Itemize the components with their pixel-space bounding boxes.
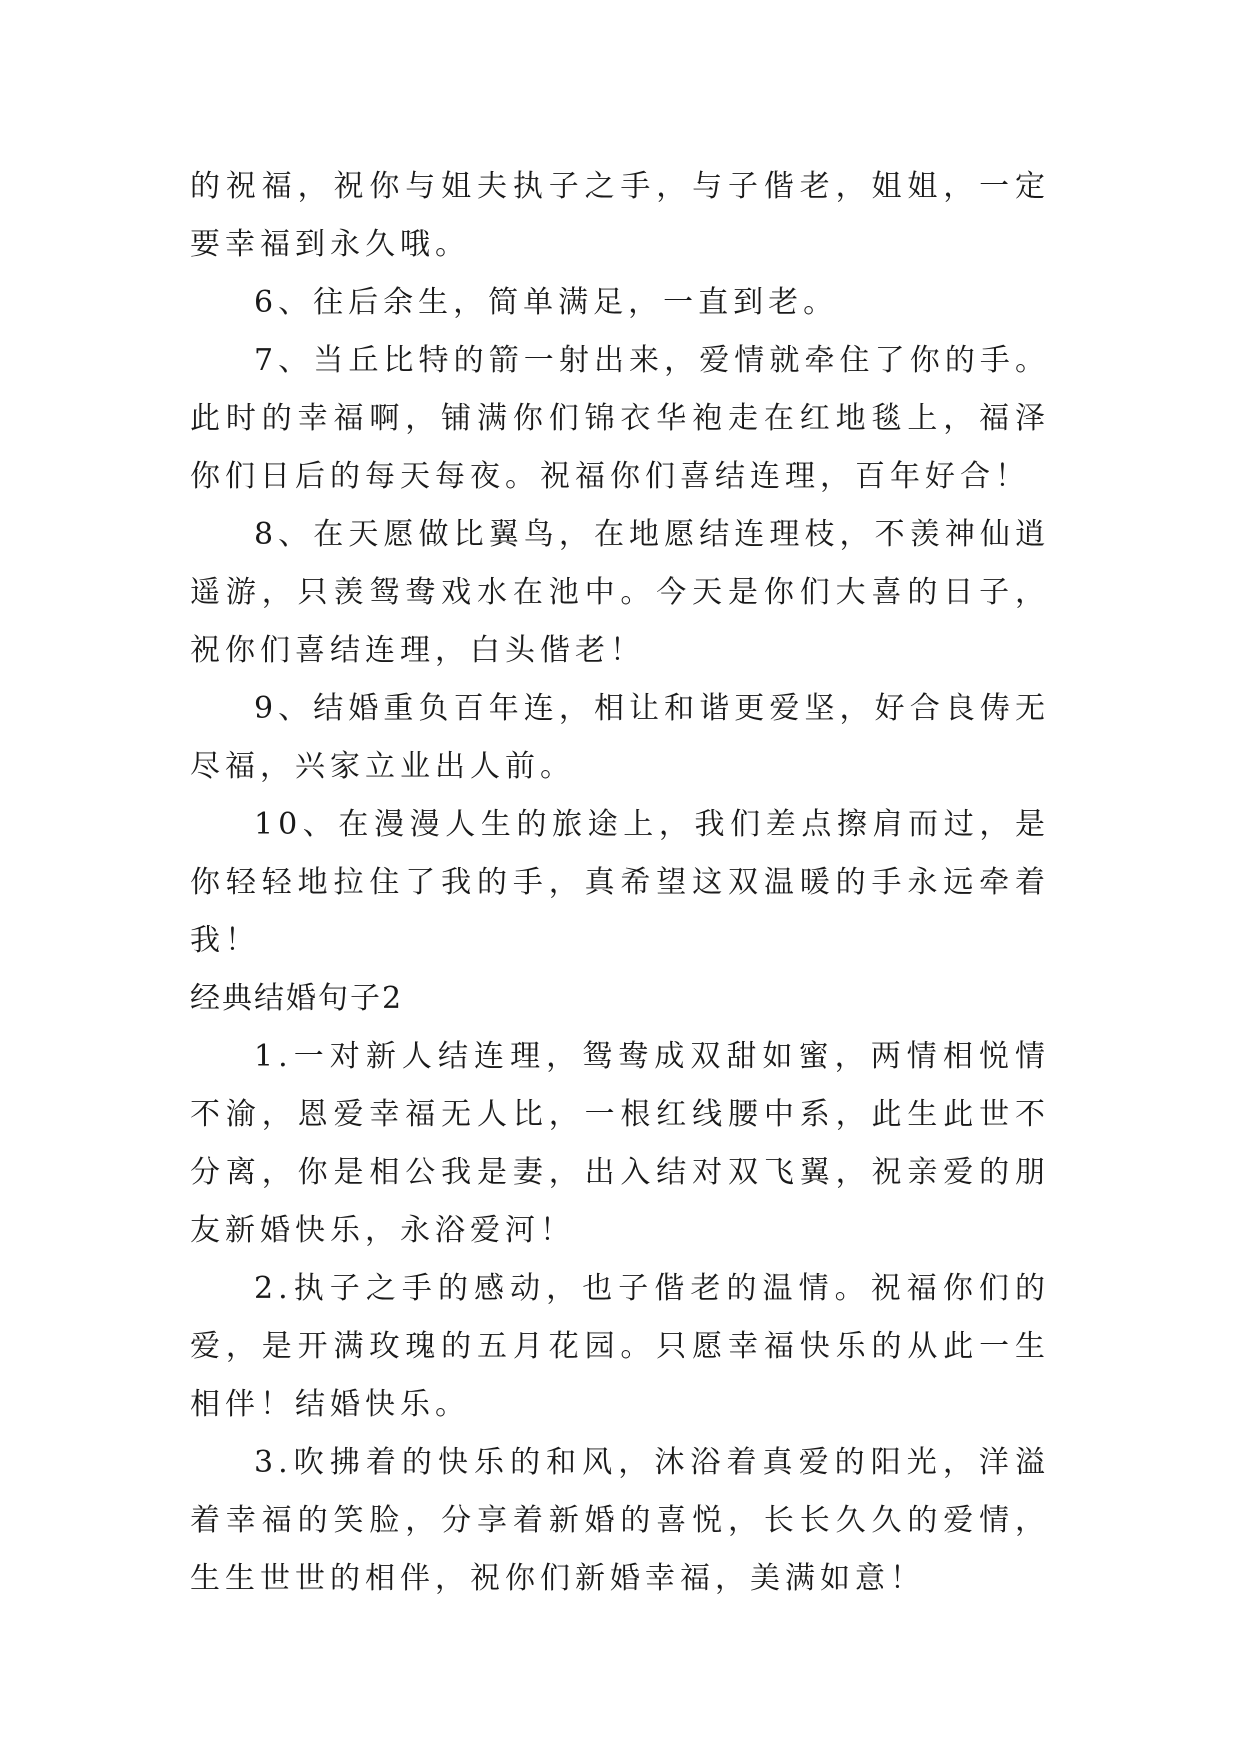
document-body <box>190 158 1050 1608</box>
paragraph-item-9: 9、结婚重负百年连，相让和谐更爱坚，好合良俦无尽福，兴家立业出人前。 <box>190 691 1050 784</box>
paragraph-s2-item-3: 3.吹拂着的快乐的和风，沐浴着真爱的阳光，洋溢着幸福的笑脸，分享着新婚的喜悦，长长久久的爱情，生生世世的相伴，祝你们新婚幸福，美满如意！ <box>190 1445 1050 1596</box>
paragraph-continuation: 的祝福，祝你与姐夫执子之手，与子偕老，姐姐，一定要幸福到永久哦。 <box>190 169 1050 262</box>
paragraph-item-6: 6、往后余生，简单满足，一直到老。 <box>254 285 839 320</box>
paragraph-item-10: 10、在漫漫人生的旅途上，我们差点擦肩而过，是你轻轻地拉住了我的手，真希望这双温暖的手永远牵着我！ <box>190 807 1050 958</box>
paragraph-item-8: 8、在天愿做比翼鸟，在地愿结连理枝，不羡神仙逍遥游，只羡鸳鸯戏水在池中。今天是你们大喜的日子，祝你们喜结连理，白头偕老！ <box>190 517 1050 668</box>
paragraph-item-7: 7、当丘比特的箭一射出来，爱情就牵住了你的手。此时的幸福啊，铺满你们锦衣华袍走在红地毯上，福泽你们日后的每天每夜。祝福你们喜结连理，百年好合！ <box>190 343 1050 494</box>
paragraph-s2-item-2: 2.执子之手的感动，也子偕老的温情。祝福你们的爱，是开满玫瑰的五月花园。只愿幸福快乐的从此一生相伴！结婚快乐。 <box>190 1271 1050 1422</box>
section-heading: 经典结婚句子2 <box>190 981 404 1016</box>
paragraph-s2-item-1: 1.一对新人结连理，鸳鸯成双甜如蜜，两情相悦情不渝，恩爱幸福无人比，一根红线腰中系，此生此世不分离，你是相公我是妻，出入结对双飞翼，祝亲爱的朋友新婚快乐，永浴爱河！ <box>190 1039 1050 1248</box>
